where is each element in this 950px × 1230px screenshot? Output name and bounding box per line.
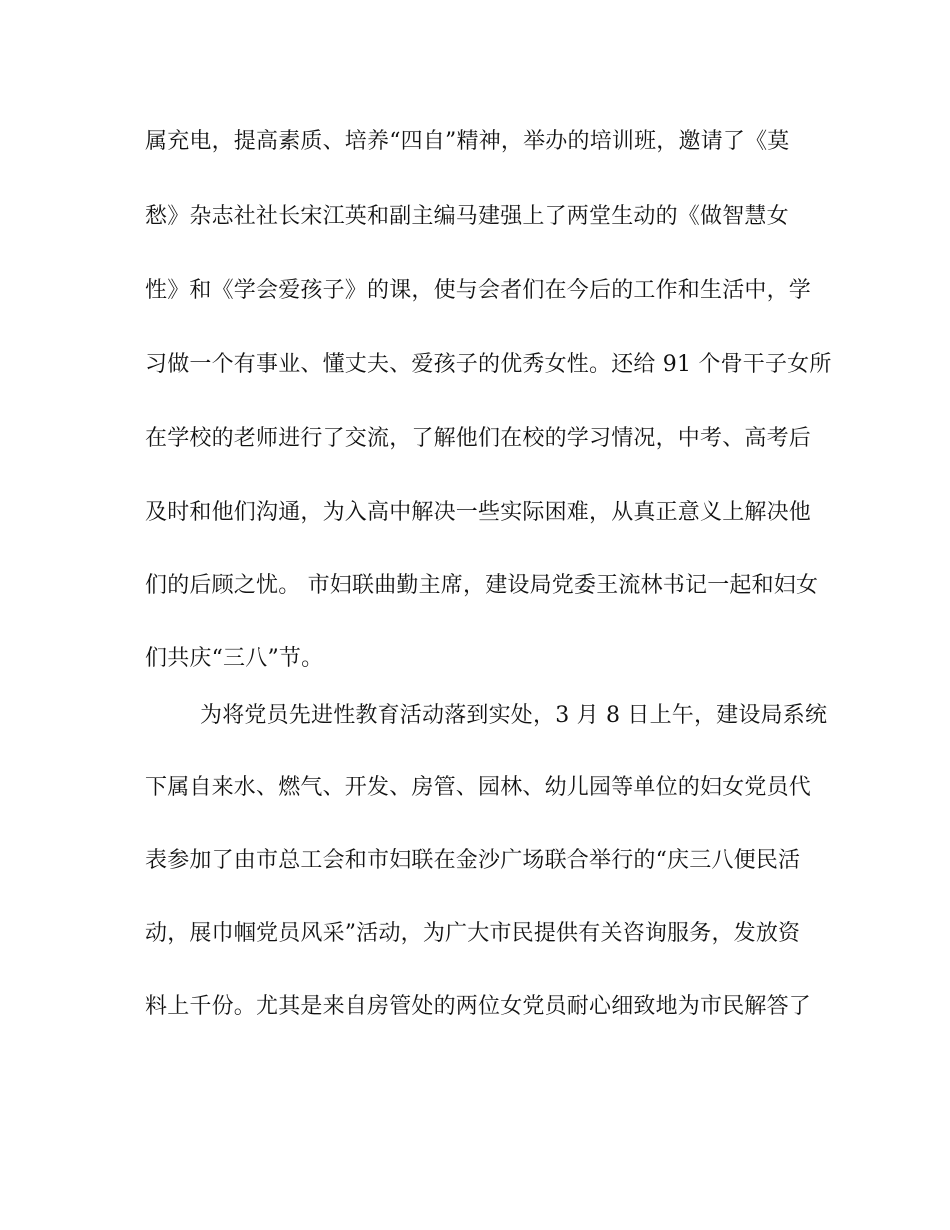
text-line: 愁》杂志社社长宋江英和副主编马建强上了两堂生动的《做智慧女: [145, 204, 789, 229]
text-line: 属充电，提高素质、培养“四自”精神，举办的培训班，邀请了《莫: [145, 129, 790, 154]
text-line: 性》和《学会爱孩子》的课，使与会者们在今后的工作和生活中，学: [145, 278, 812, 303]
text-line: 下属自来水、燃气、开发、房管、园林、幼儿园等单位的妇女党员代: [145, 775, 812, 800]
text-line: 习做一个有事业、懂丈夫、爱孩子的优秀女性。还给 91 个骨干子女所: [145, 352, 832, 377]
text-line: 们共庆“三八”节。: [145, 646, 324, 671]
text-line: 在学校的老师进行了交流，了解他们在校的学习情况，中考、高考后: [145, 426, 812, 451]
text-line: 表参加了由市总工会和市妇联在金沙广场联合举行的“庆三八便民活: [145, 848, 801, 873]
text-line: 料上千份。尤其是来自房管处的两位女党员耐心细致地为市民解答了: [145, 994, 812, 1019]
paragraph-first-line: 为将党员先进性教育活动落到实处，3 月 8 日上午，建设局系统: [200, 703, 828, 728]
text-line: 及时和他们沟通，为入高中解决一些实际困难，从真正意义上解决他: [145, 500, 812, 525]
text-line: 动，展巾帼党员风采”活动，为广大市民提供有关咨询服务，发放资: [145, 921, 801, 946]
text-line: 们的后顾之忧。 市妇联曲勤主席，建设局党委王流林书记一起和妇女: [145, 573, 819, 598]
